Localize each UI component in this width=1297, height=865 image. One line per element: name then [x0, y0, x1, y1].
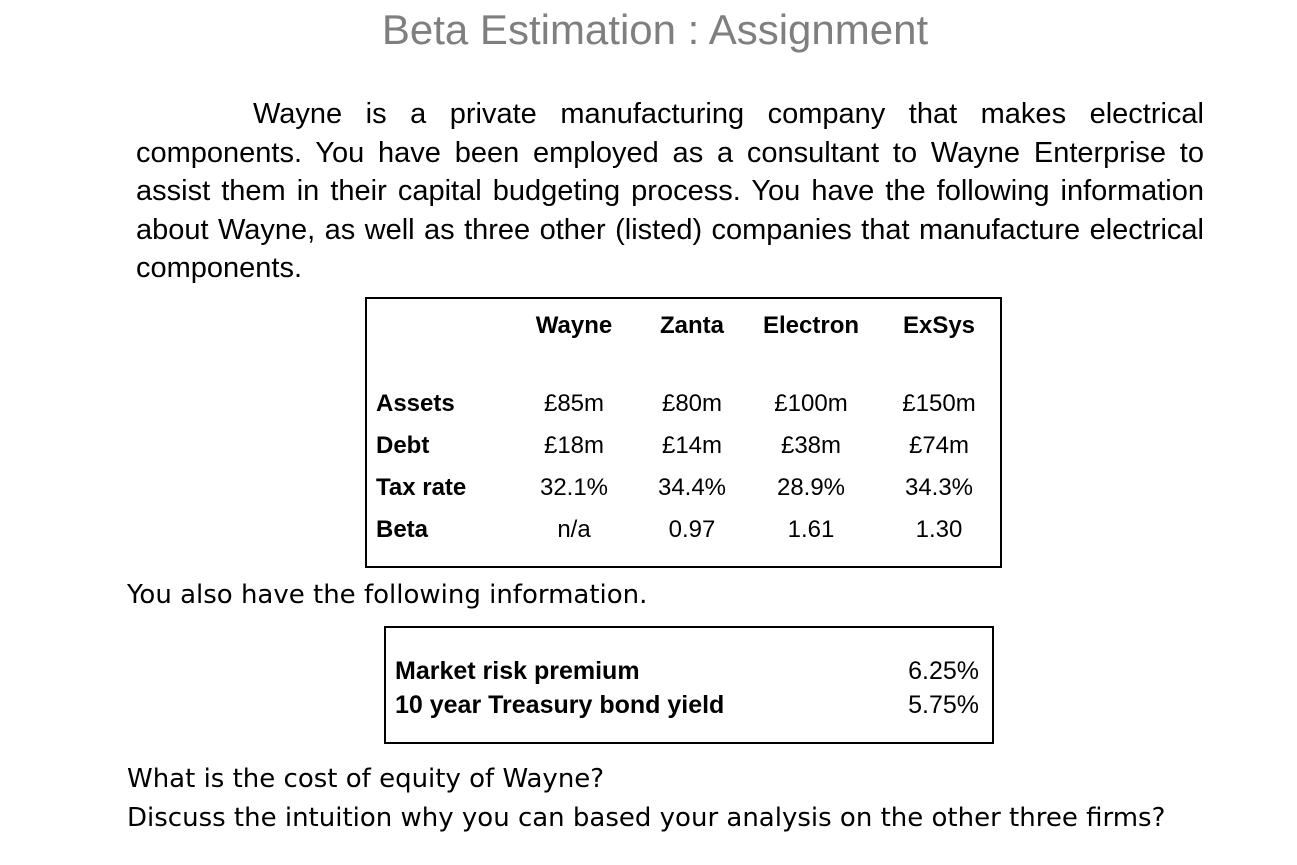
column-header-exsys: ExSys — [902, 312, 976, 339]
row-label-beta: Beta — [376, 516, 429, 543]
table-cell: £18m — [543, 432, 605, 459]
question-1: What is the cost of equity of Wayne? — [127, 764, 605, 794]
table-cell: n/a — [557, 516, 591, 543]
column-header-wayne: Wayne — [535, 312, 613, 339]
table-cell: 0.97 — [668, 516, 716, 543]
table-cell: 1.61 — [787, 516, 835, 543]
table-cell: £100m — [774, 390, 848, 417]
company-data-table — [365, 297, 1002, 568]
table-cell: £14m — [661, 432, 723, 459]
table-cell: £38m — [780, 432, 842, 459]
also-info-note: You also have the following information. — [127, 580, 648, 610]
table-cell: £74m — [908, 432, 970, 459]
market-data-table — [384, 626, 994, 744]
page-title: Beta Estimation : Assignment — [381, 6, 929, 53]
table-cell: 28.9% — [776, 474, 846, 501]
question-2: Discuss the intuition why you can based your analysis on the other three firms? — [127, 803, 1166, 833]
market-risk-premium-value: 6.25% — [908, 657, 979, 685]
row-label-debt: Debt — [376, 432, 430, 459]
table-cell: £150m — [902, 390, 976, 417]
table-cell: 34.3% — [904, 474, 974, 501]
table-cell: £80m — [661, 390, 723, 417]
market-risk-premium-label: Market risk premium — [395, 657, 640, 685]
column-header-electron: Electron — [762, 312, 860, 339]
table-cell: £85m — [543, 390, 605, 417]
treasury-yield-label: 10 year Treasury bond yield — [395, 691, 725, 719]
table-cell: 32.1% — [539, 474, 609, 501]
row-label-tax-rate: Tax rate — [376, 474, 467, 501]
table-cell: 34.4% — [657, 474, 727, 501]
intro-paragraph: Wayne is a private manufacturing company that makes electrical components. You have been employed as a consultant to Wayne Enterprise to assist them in their capital budgeting process. You have the following information about Wayne, as well as three other (listed) companies that manufacture electrical components. — [136, 98, 1204, 285]
column-header-zanta: Zanta — [659, 312, 725, 339]
table-cell: 1.30 — [915, 516, 963, 543]
row-label-assets: Assets — [376, 390, 455, 417]
treasury-yield-value: 5.75% — [908, 691, 979, 719]
